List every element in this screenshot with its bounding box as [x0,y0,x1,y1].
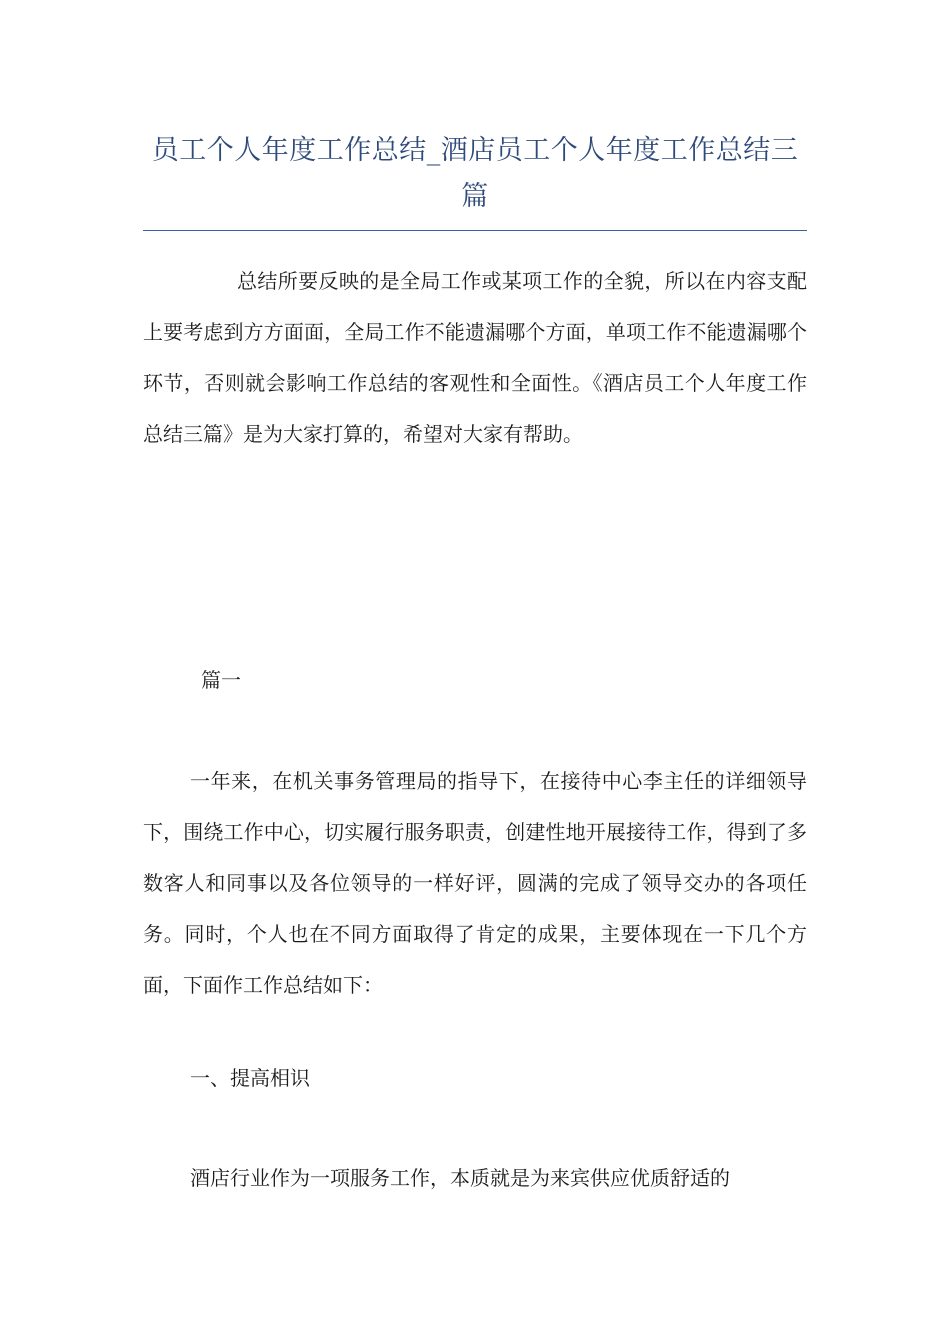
intro-paragraph: 总结所要反映的是全局工作或某项工作的全貌，所以在内容支配上要考虑到方方面面，全局工作不能遗漏哪个方面，单项工作不能遗漏哪个环节，否则就会影响工作总结的客观性和全面性。《酒店员工个人年度工作总结三篇》是为大家打算的，希望对大家有帮助。 [143,269,807,446]
section-body-paragraph: 酒店行业作为一项服务工作，本质就是为来宾供应优质舒适的 [190,1166,730,1190]
document-title: 员工个人年度工作总结_酒店员工个人年度工作总结三篇 [151,135,799,212]
part-heading: 篇一 [201,668,241,692]
section-heading: 一、提高相识 [190,1066,310,1090]
title-divider [143,230,807,231]
part-body-paragraph: 一年来，在机关事务管理局的指导下，在接待中心李主任的详细领导下，围绕工作中心，切实履行服务职责，创建性地开展接待工作，得到了多数客人和同事以及各位领导的一样好评，圆满的完成了领导交办的各项任务。同时，个人也在不同方面取得了肯定的成果，主要体现在一下几个方面，下面作工作总结如下： [143,769,807,997]
